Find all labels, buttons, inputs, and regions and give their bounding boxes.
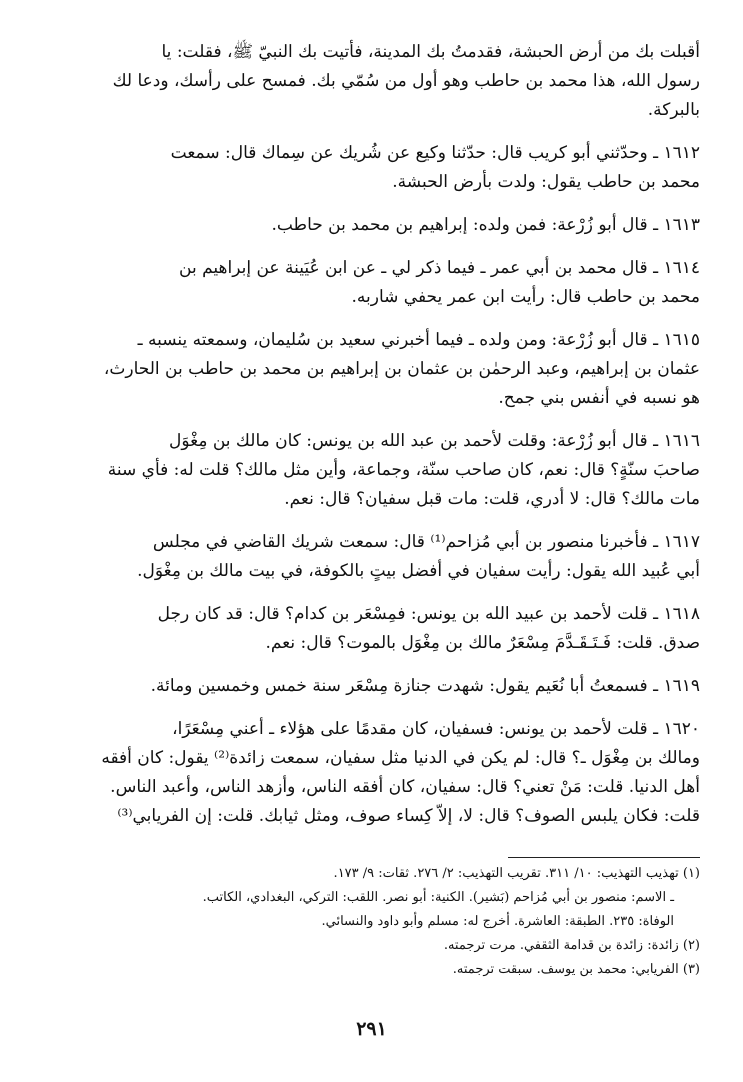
paragraph-1613 [58, 211, 700, 240]
paragraph-1617 [58, 528, 700, 586]
paragraph-1612 [58, 139, 700, 197]
text-line: ١٦١٧ ـ فأخبرنا منصور بن أبي مُزاحم⁽¹⁾ قال: سمعت شريك القاضي في مجلس [152, 532, 700, 552]
text-line: محمد بن حاطب يقول: ولدت بأرض الحبشة. [392, 172, 700, 192]
text-line: هو نسبه في أنفس بني جمح. [498, 388, 700, 408]
text-line: ١٦١٤ ـ قال محمد بن أبي عمر ـ فيما ذكر لي ـ عن ابن عُيَينة عن إبراهيم بن [179, 258, 700, 278]
text-line: ١٦١٥ ـ قال أبو زُرْعة: ومن ولده ـ فيما أخبرني سعيد بن سُليمان، وسمعته ينسبه ـ [137, 330, 700, 350]
text-line: محمد بن حاطب قال: رأيت ابن عمر يحفي شاربه. [351, 287, 700, 307]
text-line: رسول الله، هذا محمد بن حاطب وهو أول من سُمّي بك. فمسح على رأسك، ودعا لك [112, 71, 700, 91]
text-line: صاحبَ سنّةٍ؟ قال: نعم، كان صاحب سنّة، وجماعة، وأين مثل مالك؟ قلت له: فأي سنة [107, 460, 700, 480]
paragraph-1619 [58, 672, 700, 701]
paragraph [58, 38, 700, 125]
footnote-1-details: الوفاة: ٢٣٥. الطبقة: العاشرة. أخرج له: مسلم وأبو داود والنسائي. [321, 914, 674, 929]
page-number: ٢٩١ [356, 1018, 387, 1040]
text-line: ١٦١٦ ـ قال أبو زُرْعة: وقلت لأحمد بن عبد الله بن يونس: كان مالك بن مِغْوَل [169, 431, 700, 451]
text-line: عثمان بن إبراهيم، وعبد الرحمٰن بن عثمان بن إبراهيم بن محمد بن حاطب بن الحارث، [103, 359, 700, 379]
text-line: ١٦١٨ ـ قلت لأحمد بن عبيد الله بن يونس: فمِسْعَر بن كدام؟ قال: قد كان رجل [157, 604, 700, 624]
text-line: ١٦١٣ ـ قال أبو زُرْعة: فمن ولده: إبراهيم بن محمد بن حاطب. [271, 215, 700, 235]
footnote-2: (٢) زائدة: زائدة بن قدامة الثقفي. مرت ترجمته. [443, 938, 700, 953]
text-line: صدق. قلت: فَـتَـقَـدَّمَ مِسْعَرٌ مالك بن مِغْوَل بالموت؟ قال: نعم. [265, 633, 700, 653]
text-line: أبي عُبيد الله يقول: رأيت سفيان في أفضل بيتٍ بالكوفة، في بيت مالك بن مِغْوَل. [137, 561, 700, 581]
paragraph-1620 [58, 715, 700, 831]
text-line: أهل الدنيا. قلت: مَنْ تعني؟ قال: سفيان، كان أفقه الناس، وأزهد الناس، وأعبد الناس. [110, 777, 700, 797]
text-line: بالبركة. [647, 100, 700, 120]
footnote-1-name: ـ الاسم: منصور بن أبي مُزاحم (بَشير). الكنية: أبو نصر. اللقب: التركي، البغدادي، الكاتب. [202, 890, 674, 905]
footnote-divider [508, 857, 700, 858]
paragraph-1614 [58, 254, 700, 312]
text-line: ١٦١٩ ـ فسمعتُ أبا نُعَيم يقول: شهدت جنازة مِسْعَر سنة خمس وخمسين ومائة. [150, 676, 700, 696]
footnote-1: (١) تهذيب التهذيب: ١٠/ ٣١١. تقريب التهذيب: ٢/ ٢٧٦. ثقات: ٩/ ١٧٣. [333, 866, 700, 881]
paragraph-1616 [58, 427, 700, 514]
text-line: ومالك بن مِغْوَل ـ؟ قال: لم يكن في الدنيا مثل سفيان، سمعت زائدة⁽²⁾ يقول: كان أفقه [101, 748, 700, 768]
text-line: ١٦١٢ ـ وحدّثني أبو كريب قال: حدّثنا وكيع عن شُريك عن سِماك قال: سمعت [170, 143, 700, 163]
text-line: مات مالك؟ قال: لا أدري، قلت: مات قبل سفيان؟ قال: نعم. [284, 489, 700, 509]
text-line: قلت: فكان يلبس الصوف؟ قال: لا، إلاّ كِساء صوف، ومثل ثيابك. قلت: إن الفريابي⁽³⁾ [117, 806, 700, 826]
main-text [58, 38, 700, 845]
paragraph-1615 [58, 326, 700, 413]
text-line: أقبلت بك من أرض الحبشة، فقدمتُ بك المدينة، فأتيت بك النبيّ ﷺ، فقلت: يا [161, 42, 700, 62]
footnote-3: (٣) الفريابي: محمد بن يوسف. سبقت ترجمته. [452, 962, 700, 977]
text-line: ١٦٢٠ ـ قلت لأحمد بن يونس: فسفيان، كان مقدمًا على هؤلاء ـ أعني مِسْعَرًا، [172, 719, 700, 739]
footnotes [58, 862, 700, 982]
paragraph-1618 [58, 600, 700, 658]
